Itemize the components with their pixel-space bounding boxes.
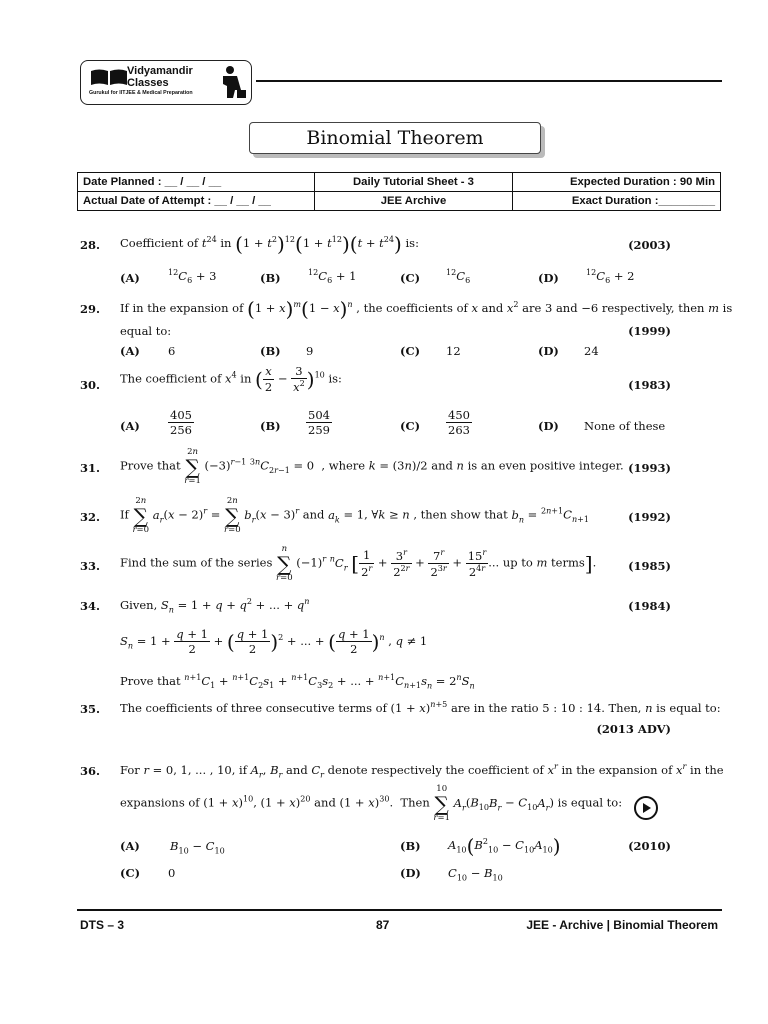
option-value: $^{12}C_6 + 2$ xyxy=(586,268,635,286)
option-label: (A) xyxy=(120,839,140,853)
question-number: 29. xyxy=(80,302,101,316)
question-year: (1993) xyxy=(628,461,671,475)
question-number: 34. xyxy=(80,599,101,613)
option-value: 12 xyxy=(446,344,461,358)
logo-name-line2: Classes xyxy=(127,77,169,89)
option-value: $\frac{405}{256}$ xyxy=(170,408,192,438)
student-reading-icon xyxy=(215,64,247,100)
page-number: 87 xyxy=(376,918,390,932)
option-value: 9 xyxy=(306,344,314,358)
footer-rule xyxy=(77,909,722,911)
option-value: 6 xyxy=(168,344,176,358)
question-text: Find the sum of the series n ∑ r=0 $(-1)^r$ $^nC_r$ [ $\frac{1}{2^r}$ + $\frac{3^r}{2^{2r}}$ + $\frac{7^r}{2^{3r}}$ + $\frac{15^r}{2^{4r}}$ ... up to m terms]. xyxy=(120,544,597,583)
option-label: (D) xyxy=(400,866,421,880)
footer-section-title: JEE - Archive | Binomial Theorem xyxy=(526,918,718,932)
option-value: $\frac{504}{259}$ xyxy=(308,408,330,438)
expected-duration: Expected Duration : 90 Min xyxy=(513,173,721,192)
option-value: 0 xyxy=(168,866,176,880)
question-text: Prove that 2n ∑ r=1 $(-3)^{r-1}$ $^{3n}C_{2r-1} = 0$ , where k = (3n)/2 and n is an even positive integer. xyxy=(120,447,624,486)
option-label: (D) xyxy=(538,419,559,433)
option-label: (A) xyxy=(120,271,140,285)
question-year: (1992) xyxy=(628,510,671,524)
question-number: 36. xyxy=(80,764,101,778)
question-number: 30. xyxy=(80,378,101,392)
footer-sheet-code: DTS – 3 xyxy=(80,918,125,932)
question-year: (2013 ADV) xyxy=(596,722,671,736)
question-year: (1983) xyxy=(628,378,671,392)
option-value: 24 xyxy=(584,344,599,358)
play-video-icon[interactable] xyxy=(634,796,658,820)
option-value: $^{12}C_6 + 3$ xyxy=(168,268,217,286)
question-number: 33. xyxy=(80,559,101,573)
option-label: (A) xyxy=(120,344,140,358)
header-rule xyxy=(256,80,722,82)
question-number: 31. xyxy=(80,461,101,475)
archive-label: JEE Archive xyxy=(315,192,513,211)
exact-duration: Exact Duration :_________ xyxy=(513,192,721,211)
option-value: $^{12}C_6$ xyxy=(446,268,471,286)
option-label: (C) xyxy=(120,866,141,880)
question-year: (1984) xyxy=(628,599,671,613)
question-text: The coefficient of $x^4$ in ( $\frac{x}{2}$ − $\frac{3}{x^2}$ )$^{10}$ is: xyxy=(120,364,342,395)
actual-date: Actual Date of Attempt : __ / __ / __ xyxy=(78,192,315,211)
option-value: $A_{10}(B^2_{10} - C_{10}A_{10})$ xyxy=(448,834,561,858)
question-year: (2010) xyxy=(628,839,671,853)
question-text-cont: equal to: xyxy=(120,324,172,338)
option-value: None of these xyxy=(584,419,666,433)
option-label: (D) xyxy=(538,344,559,358)
sheet-info-table xyxy=(77,172,721,211)
option-label: (C) xyxy=(400,271,421,285)
page-title: Binomial Theorem xyxy=(249,122,541,154)
question-number: 35. xyxy=(80,702,101,716)
question-text: Coefficient of $t^{24}$ in $(1 + t^2)^{12}(1 + t^{12})(t + t^{24})$ is: xyxy=(120,232,419,256)
question-number: 28. xyxy=(80,238,101,252)
question-number: 32. xyxy=(80,510,101,524)
question-text: The coefficients of three consecutive terms of $(1 + x)^{n+5}$ are in the ratio 5 : 10 : 14. Then, n is equal to: xyxy=(120,700,721,715)
option-value: $B_{10} - C_{10}$ xyxy=(170,839,225,856)
question-text-cont: Prove that $^{n+1}C_1 + ^{n+1}C_2s_1 + ^{n+1}C_3s_2$ + ... + $^{n+1}C_{n+1}s_n = 2^nS_n$ xyxy=(120,673,475,691)
option-label: (B) xyxy=(260,271,281,285)
book-icon xyxy=(89,68,129,86)
date-planned: Date Planned : __ / __ / __ xyxy=(78,173,315,192)
question-year: (1985) xyxy=(628,559,671,573)
question-text: If in the expansion of $(1 + x)^m(1 - x)^n$ , the coefficients of x and $x^2$ are 3 and −6 respectively, then m is xyxy=(120,297,733,321)
option-label: (B) xyxy=(260,419,281,433)
question-text: For r = 0, 1, ... , 10, if $A_r$, $B_r$ and $C_r$ denote respectively the coefficient of $x^r$ in the expansion of $x^r$ in the xyxy=(120,762,724,780)
option-value: $C_{10} - B_{10}$ xyxy=(448,866,503,883)
option-label: (A) xyxy=(120,419,140,433)
question-year: (1999) xyxy=(628,324,671,338)
option-label: (C) xyxy=(400,419,421,433)
option-value: $\frac{450}{263}$ xyxy=(448,408,470,438)
option-label: (B) xyxy=(260,344,281,358)
question-text-cont: $S_n = 1$ + $\frac{q + 1}{2}$ + ( $\frac{q + 1}{2}$ )$^2$ + ... + ( $\frac{q + 1}{2}$ )$^n$ , q ≠ 1 xyxy=(120,627,428,657)
question-text-cont: expansions of $(1 + x)^{10}$, $(1 + x)^{20}$ and $(1 + x)^{30}$. Then 10 ∑ r=1 $A_r(B_{10}B_r - C_{10}A_r)$ is equal to: xyxy=(120,784,623,823)
option-label: (B) xyxy=(400,839,421,853)
question-year: (2003) xyxy=(628,238,671,252)
sheet-name: Daily Tutorial Sheet - 3 xyxy=(315,173,513,192)
logo-name: Vidyamandir xyxy=(127,65,193,77)
option-value: $^{12}C_6 + 1$ xyxy=(308,268,357,286)
brand-logo xyxy=(80,60,252,105)
question-text: If 2n ∑ r=0 $a_r(x - 2)^r$ = 2n ∑ r=0 $b_r(x - 3)^r$ and $a_k = 1$, ∀k ≥ n , then show that $b_n = ^{2n+1}C_{n+1}$ xyxy=(120,496,590,535)
option-label: (C) xyxy=(400,344,421,358)
option-label: (D) xyxy=(538,271,559,285)
logo-tagline: Gurukul for IITJEE & Medical Preparation xyxy=(89,90,193,96)
question-text: Given, $S_n = 1 + q + q^2$ + ... + $q^n$ xyxy=(120,597,310,615)
